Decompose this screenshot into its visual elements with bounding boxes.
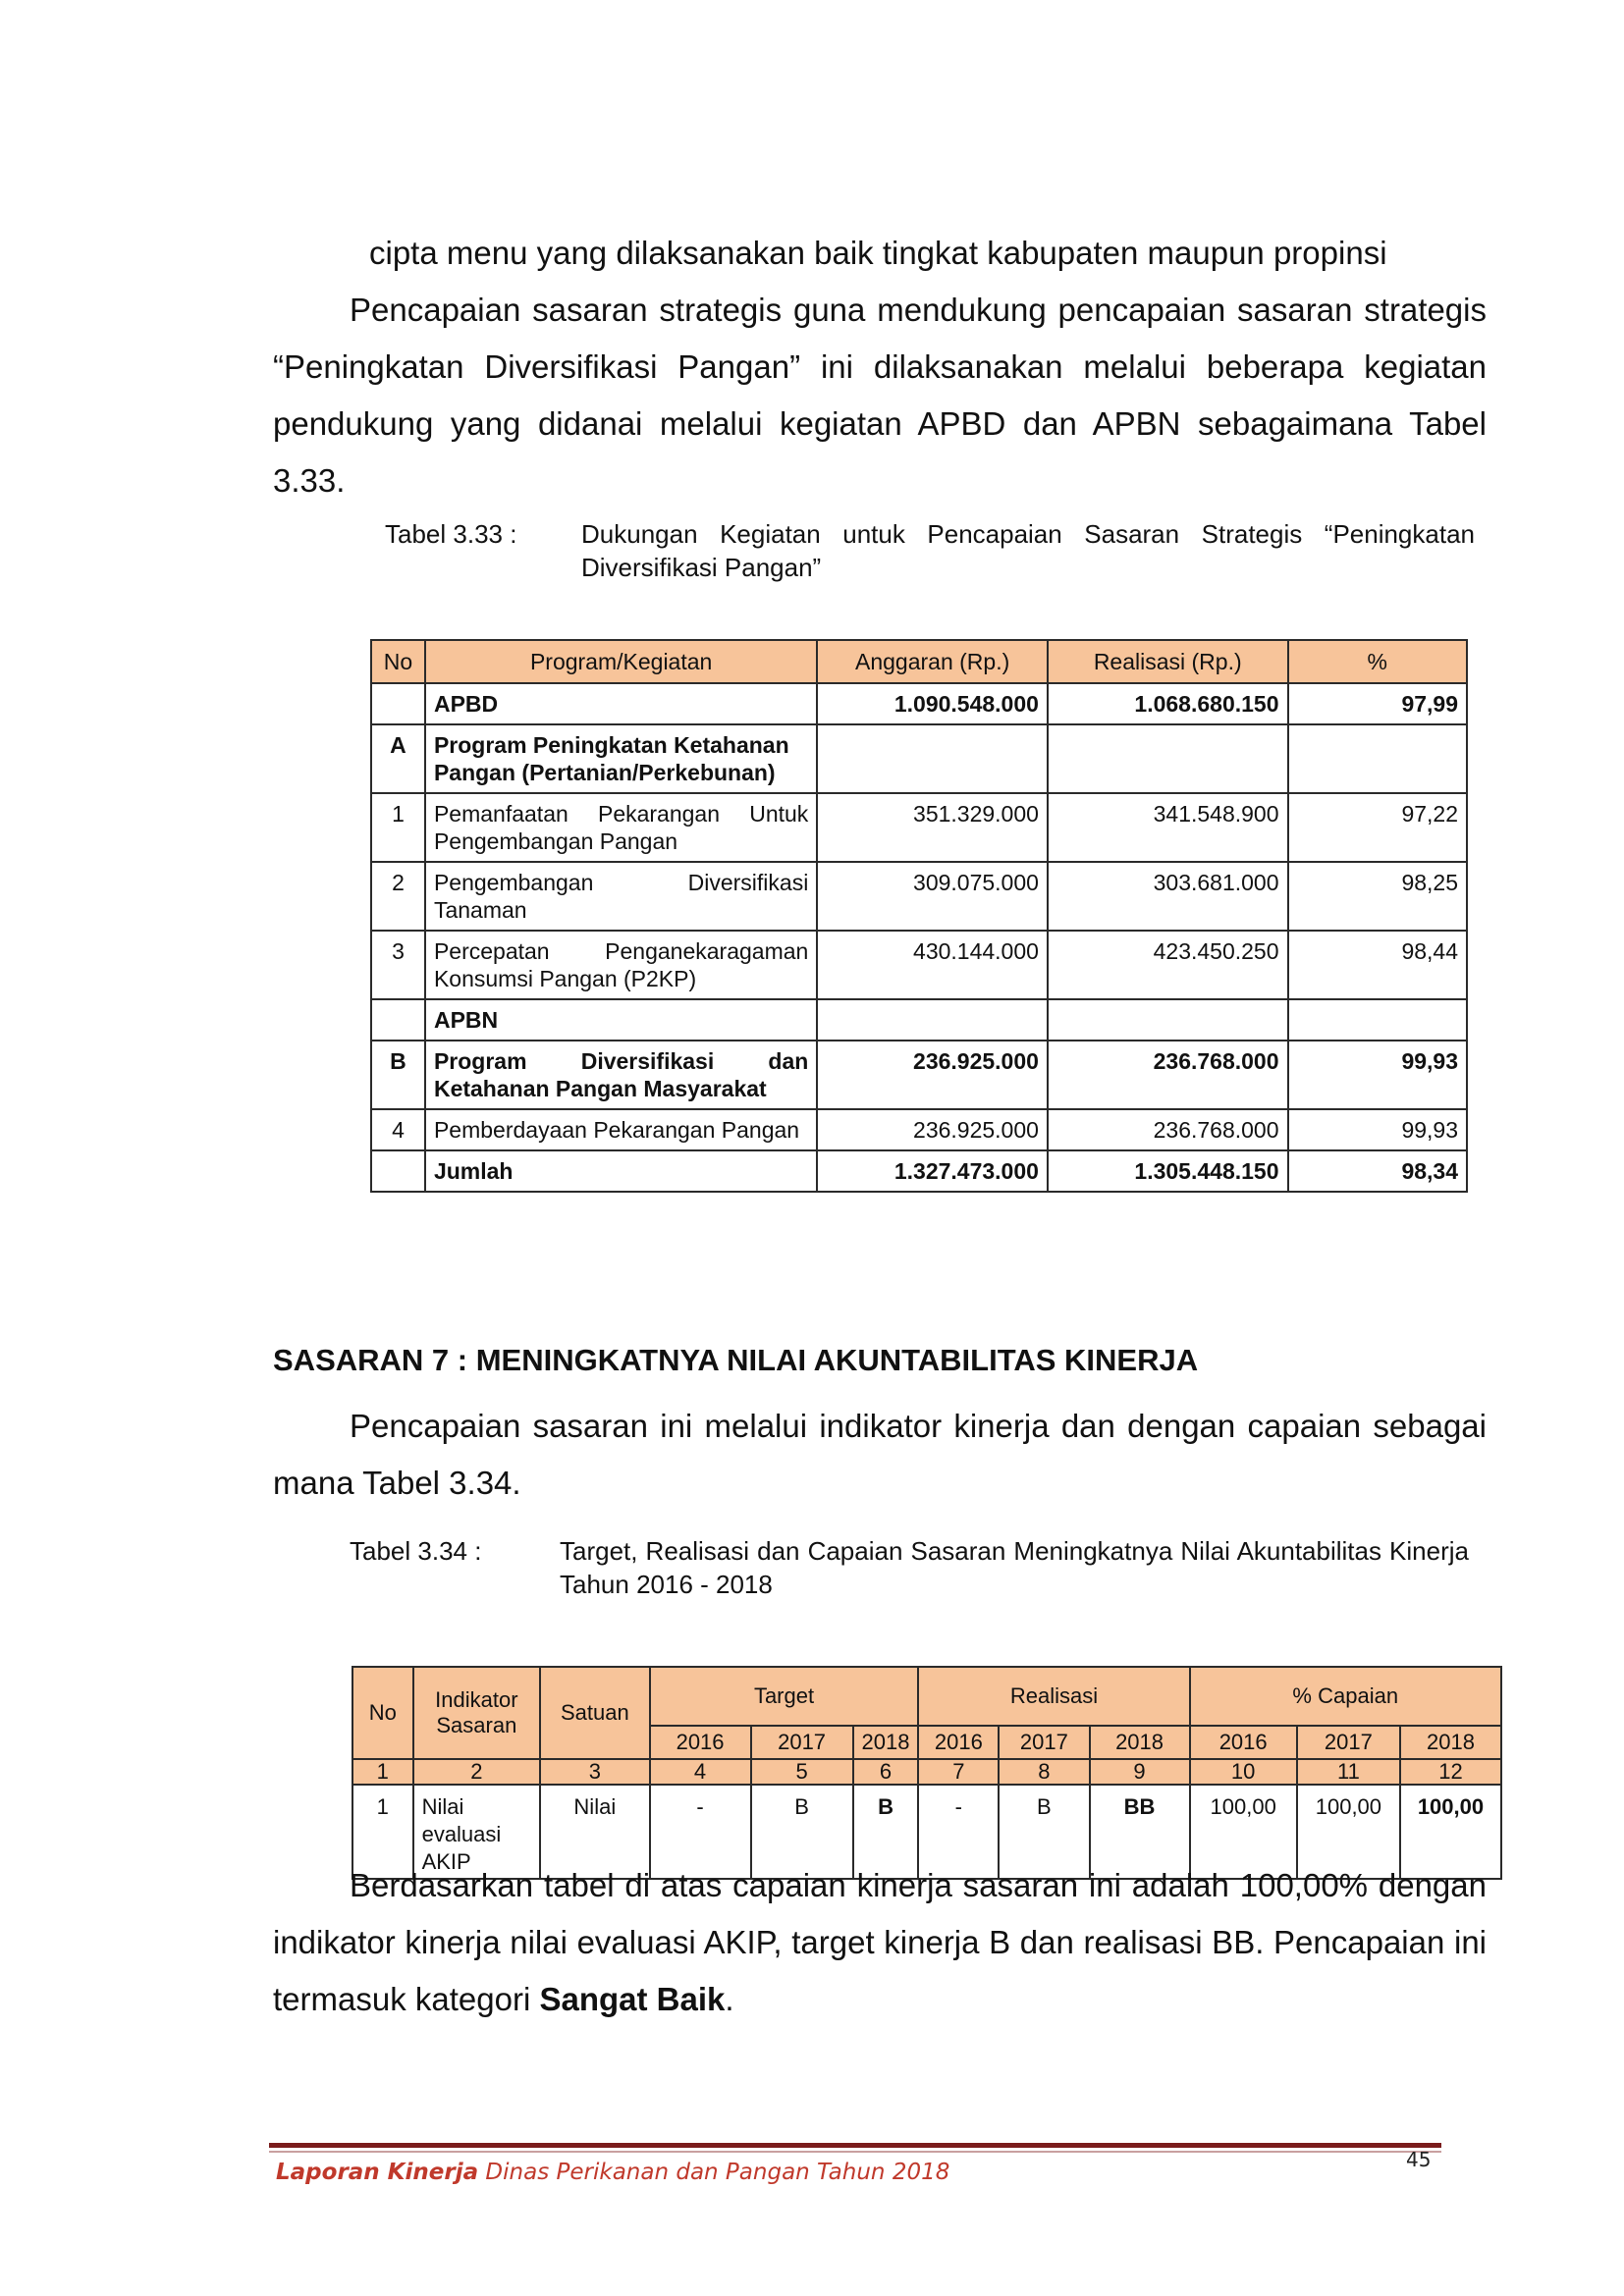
table1-row-jumlah — [371, 1150, 1467, 1192]
table1-row-apbd — [371, 683, 1467, 724]
table2-year: 2016 — [650, 1726, 751, 1759]
table2-colnum: 6 — [853, 1759, 919, 1785]
cell-realisasi: 1.068.680.150 — [1048, 683, 1288, 724]
footer-rule-thin — [269, 2151, 1441, 2153]
table2-colnum: 1 — [352, 1759, 413, 1785]
table2-colnum: 11 — [1297, 1759, 1400, 1785]
footer-text — [276, 2160, 949, 2185]
cell-percent: 98,34 — [1288, 1150, 1467, 1192]
cell-anggaran — [817, 999, 1048, 1041]
table2-colnum: 3 — [540, 1759, 649, 1785]
cell-no: 2 — [371, 862, 425, 931]
table1-row-4 — [371, 1109, 1467, 1150]
table2-header-satuan: Satuan — [540, 1667, 649, 1759]
table2-year: 2017 — [751, 1726, 853, 1759]
cell-program: Percepatan Penganekaragaman Konsumsi Pangan (P2KP) — [425, 931, 817, 999]
table2-year: 2018 — [1400, 1726, 1501, 1759]
cell-capaian-2016: 100,00 — [1190, 1785, 1297, 1879]
cell-program: Program Peningkatan Ketahanan Pangan (Pertanian/Perkebunan) — [425, 724, 817, 793]
table2-caption — [350, 1534, 1469, 1603]
cell-anggaran — [817, 724, 1048, 793]
cell-percent: 97,22 — [1288, 793, 1467, 862]
table2-year: 2016 — [1190, 1726, 1297, 1759]
table2-column-numbers — [352, 1759, 1501, 1785]
page-number: 45 — [1406, 2148, 1432, 2171]
cell-capaian-2017: 100,00 — [1297, 1785, 1400, 1879]
cell-realisasi: 1.305.448.150 — [1048, 1150, 1288, 1192]
table1-header-percent: % — [1288, 640, 1467, 683]
table2-colnum: 7 — [918, 1759, 999, 1785]
table-3-34 — [352, 1666, 1502, 1880]
cell-realisasi — [1048, 724, 1288, 793]
cell-indikator: Nilai evaluasi AKIP — [413, 1785, 541, 1879]
table2-header-target: Target — [650, 1667, 919, 1726]
cell-percent — [1288, 724, 1467, 793]
table2-year: 2016 — [918, 1726, 999, 1759]
cell-anggaran: 236.925.000 — [817, 1109, 1048, 1150]
table2-header-row-1 — [352, 1667, 1501, 1726]
table2-colnum: 8 — [999, 1759, 1089, 1785]
section-paragraph: Pencapaian sasaran ini melalui indikator kinerja dan dengan capaian sebagai mana Tabel 3.34. — [273, 1408, 1487, 1501]
table1-caption — [385, 517, 1475, 586]
table2-colnum: 12 — [1400, 1759, 1501, 1785]
table2-colnum: 9 — [1090, 1759, 1190, 1785]
footer-rest: Dinas Perikanan dan Pangan Tahun 2018 — [478, 2160, 950, 2185]
table2-year: 2018 — [1090, 1726, 1190, 1759]
cell-no — [371, 683, 425, 724]
cell-anggaran: 351.329.000 — [817, 793, 1048, 862]
cell-anggaran: 1.090.548.000 — [817, 683, 1048, 724]
footer-rule — [269, 2143, 1441, 2148]
table1-row-program-b — [371, 1041, 1467, 1109]
table1-header-anggaran: Anggaran (Rp.) — [817, 640, 1048, 683]
footer-bold: Laporan Kinerja — [276, 2160, 479, 2185]
cell-anggaran: 430.144.000 — [817, 931, 1048, 999]
table1-row-3 — [371, 931, 1467, 999]
cell-realisasi: 236.768.000 — [1048, 1109, 1288, 1150]
table2-caption-text: Target, Realisasi dan Capaian Sasaran Meningkatnya Nilai Akuntabilitas Kinerja Tahun 2016 - 2018 — [560, 1536, 1469, 1599]
cell-realisasi-2016: - — [918, 1785, 999, 1879]
cell-realisasi: 236.768.000 — [1048, 1041, 1288, 1109]
cell-realisasi: 423.450.250 — [1048, 931, 1288, 999]
cell-realisasi: 341.548.900 — [1048, 793, 1288, 862]
intro-line: cipta menu yang dilaksanakan baik tingkat kabupaten maupun propinsi — [369, 235, 1387, 271]
cell-anggaran: 236.925.000 — [817, 1041, 1048, 1109]
cell-percent: 98,25 — [1288, 862, 1467, 931]
cell-no: 3 — [371, 931, 425, 999]
cell-realisasi — [1048, 999, 1288, 1041]
cell-program: Pemanfaatan Pekarangan Untuk Pengembangan Pangan — [425, 793, 817, 862]
table2-header-realisasi: Realisasi — [918, 1667, 1189, 1726]
intro-paragraph: Pencapaian sasaran strategis guna mendukung pencapaian sasaran strategis “Peningkatan Diversifikasi Pangan” ini dilaksanakan melalui beberapa kegiatan pendukung yang didanai melalui kegiatan APBD dan APBN sebagaimana Tabel 3.33. — [273, 292, 1487, 499]
cell-anggaran: 309.075.000 — [817, 862, 1048, 931]
cell-no: A — [371, 724, 425, 793]
table1-row-apbn — [371, 999, 1467, 1041]
table1-header-program: Program/Kegiatan — [425, 640, 817, 683]
table1-header-no: No — [371, 640, 425, 683]
cell-capaian-2018: 100,00 — [1400, 1785, 1501, 1879]
cell-program: Pemberdayaan Pekarangan Pangan — [425, 1109, 817, 1150]
cell-no: 1 — [371, 793, 425, 862]
conclusion-bold: Sangat Baik — [539, 1981, 726, 2017]
conclusion-text: Berdasarkan tabel di atas capaian kinerja sasaran ini adalah 100,00% dengan indikator kinerja nilai evaluasi AKIP, target kinerja B dan realisasi BB. Pencapaian ini termasuk kategori — [273, 1867, 1487, 2017]
cell-program: Jumlah — [425, 1150, 817, 1192]
cell-percent: 97,99 — [1288, 683, 1467, 724]
conclusion-paragraph — [273, 1857, 1487, 2028]
cell-realisasi-2017: B — [999, 1785, 1089, 1879]
table2-year: 2017 — [1297, 1726, 1400, 1759]
cell-target-2017: B — [751, 1785, 853, 1879]
cell-anggaran: 1.327.473.000 — [817, 1150, 1048, 1192]
table1-caption-label: Tabel 3.33 : — [385, 519, 517, 549]
cell-realisasi-2018: BB — [1090, 1785, 1190, 1879]
table1-header-realisasi: Realisasi (Rp.) — [1048, 640, 1288, 683]
cell-no: B — [371, 1041, 425, 1109]
table1-caption-text: Dukungan Kegiatan untuk Pencapaian Sasaran Strategis “Peningkatan Diversifikasi Pangan” — [581, 519, 1475, 582]
cell-program: Pengembangan Diversifikasi Tanaman — [425, 862, 817, 931]
conclusion-end: . — [725, 1981, 734, 2017]
cell-percent: 99,93 — [1288, 1041, 1467, 1109]
table2-colnum: 2 — [413, 1759, 541, 1785]
section-heading: SASARAN 7 : MENINGKATNYA NILAI AKUNTABILITAS KINERJA — [273, 1343, 1199, 1377]
cell-program: APBD — [425, 683, 817, 724]
cell-target-2016: - — [650, 1785, 751, 1879]
table2-header-indikator: Indikator Sasaran — [413, 1667, 541, 1759]
cell-program: Program Diversifikasi dan Ketahanan Pangan Masyarakat — [425, 1041, 817, 1109]
table2-header-no: No — [352, 1667, 413, 1759]
table-3-33 — [370, 639, 1468, 1193]
cell-percent: 98,44 — [1288, 931, 1467, 999]
cell-no: 1 — [352, 1785, 413, 1879]
table2-colnum: 5 — [751, 1759, 853, 1785]
table2-year: 2017 — [999, 1726, 1089, 1759]
table2-caption-label: Tabel 3.34 : — [350, 1536, 482, 1566]
cell-no — [371, 999, 425, 1041]
table2-header-capaian: % Capaian — [1190, 1667, 1502, 1726]
cell-satuan: Nilai — [540, 1785, 649, 1879]
cell-no — [371, 1150, 425, 1192]
cell-percent — [1288, 999, 1467, 1041]
table1-header-row — [371, 640, 1467, 683]
cell-program: APBN — [425, 999, 817, 1041]
table2-colnum: 10 — [1190, 1759, 1297, 1785]
table2-colnum: 4 — [650, 1759, 751, 1785]
cell-no: 4 — [371, 1109, 425, 1150]
table1-row-program-a — [371, 724, 1467, 793]
cell-realisasi: 303.681.000 — [1048, 862, 1288, 931]
table1-row-2 — [371, 862, 1467, 931]
table2-year: 2018 — [853, 1726, 919, 1759]
table1-row-1 — [371, 793, 1467, 862]
cell-target-2018: B — [853, 1785, 919, 1879]
cell-percent: 99,93 — [1288, 1109, 1467, 1150]
